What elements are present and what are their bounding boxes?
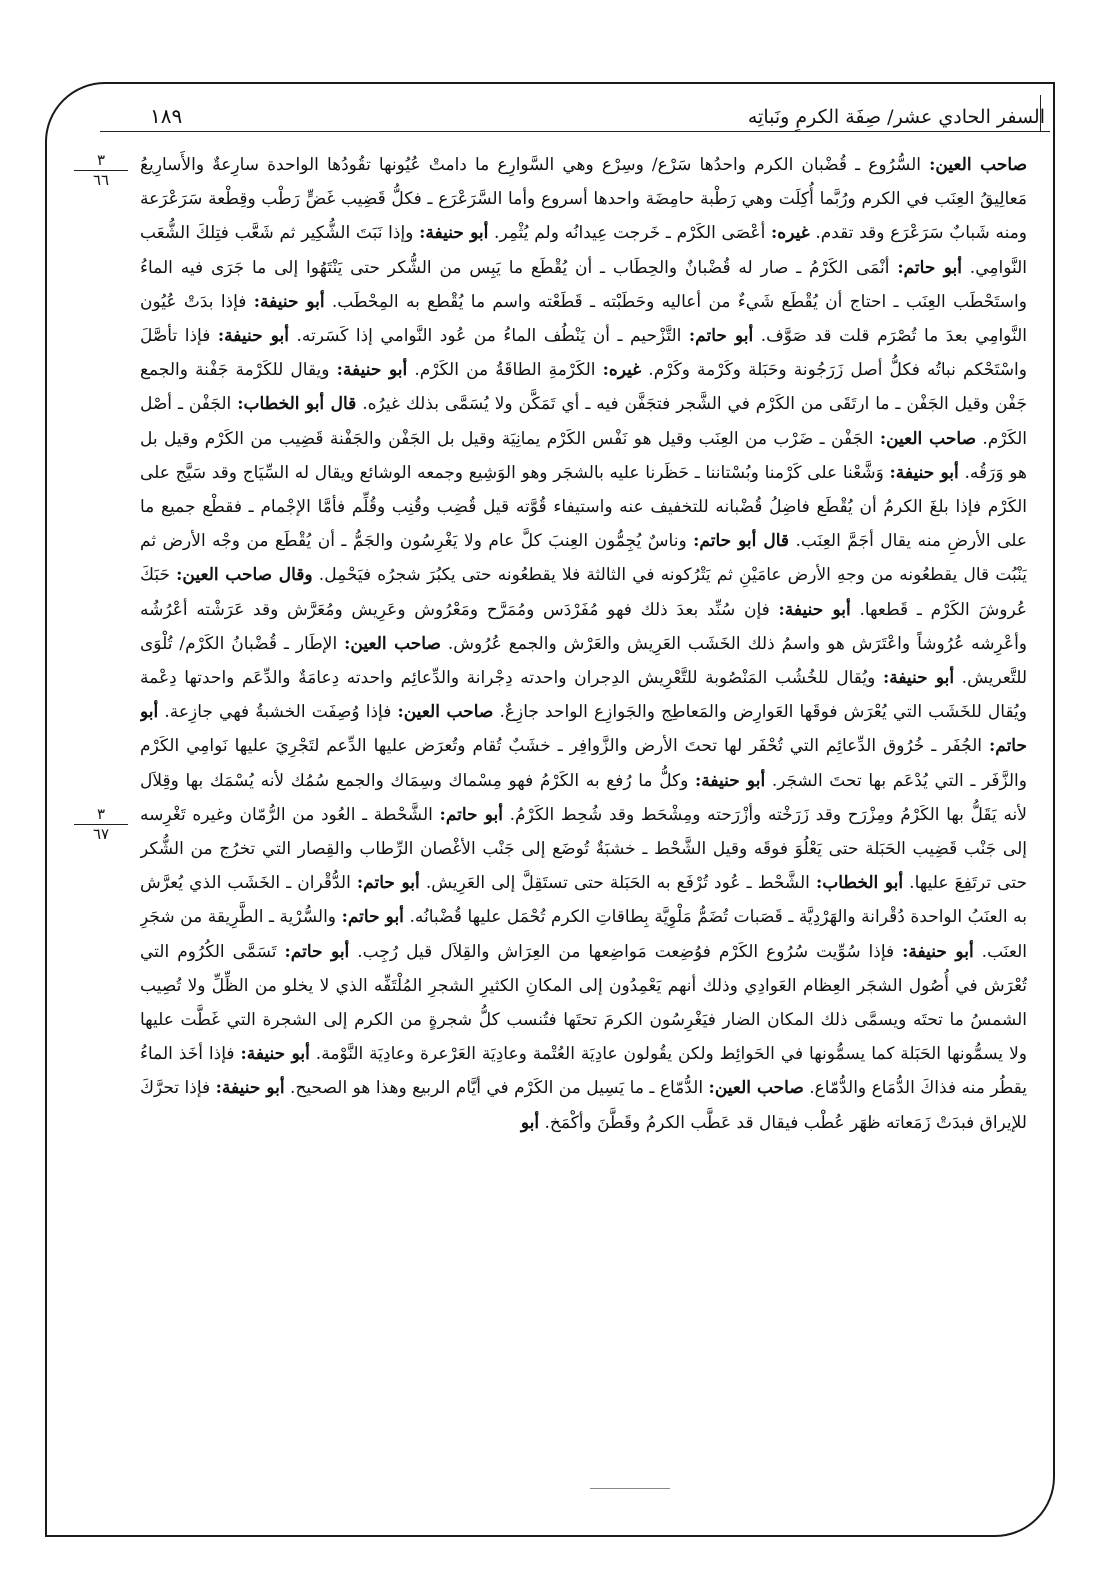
speaker-label: أبو حاتم:: [897, 257, 962, 278]
margin-reference-volume: ٣: [74, 806, 128, 825]
speaker-label: أبو حنيفة:: [217, 326, 289, 347]
speaker-label: أبو حنيفة:: [695, 770, 766, 791]
speaker-label: صاحب العين:: [397, 702, 494, 723]
segment-text: والسُّرْية ـ الطَّرِيقة من شجَرِ العنَب.: [140, 907, 1027, 962]
segment-text: الجُفَر ـ خُرُوق الدِّعائِم التي تُحْفَر لها تحتَ الأرض والزَّوافِر ـ خشَبٌ تُقام وتُعرَض عليها الدِّعم لتَجْرِيَ عليها نَوامِي الكَرْم والزَّفَر ـ التي يُدْعَم بها تحتَ الشجَر.: [140, 736, 1027, 791]
segment-text: الدُّقْران ـ الخَشَب الذي يُعرَّش به العنَبُ الواحدة دُقْرانة والهَرْدِيَّة ـ قَصَبات تُضَمُّ مَلْوِيَّة بِطاقاتِ الكرم تُحْمَل عليها قُضْبانُه.: [140, 873, 1027, 928]
speaker-label: أبو حنيفة:: [253, 291, 325, 312]
segment-text: الجَفْن ـ ضَرْب من العِنَب وقيل هو نَفْس الكَرْم يمانِيَة وقيل بل الجَفْن والجَفْنة قَضِيب من الكَرْم وقيل بل هو وَرَقُه.: [140, 428, 1027, 483]
speaker-label: صاحب العين:: [929, 155, 1027, 175]
speaker-label: أبو حاتم:: [140, 702, 1027, 757]
speaker-label: صاحب العين:: [879, 428, 977, 449]
segment-text: فإذا تأصَّلَ واسْتَحْكم نباتُه فكلُّ أصل زَرَجُونة وحَبَلة وكَرْمة وكَرْم.: [140, 326, 1027, 381]
speaker-label: قال أبو الخطاب:: [237, 394, 357, 415]
page-header: [130, 88, 1045, 128]
margin-reference-page: ٦٧: [92, 825, 110, 843]
margin-reference: [74, 152, 128, 189]
speaker-label: أبو حنيفة:: [882, 668, 955, 689]
segment-text: فإذا بدَتْ عُيُون النَّوامِي بعدَ ما تُصْرَم قلت قد صَوَّف.: [140, 291, 1027, 347]
main-text: [140, 148, 1027, 1438]
segment-text: فإذا تحرَّكَ للإيراق فبدَتْ زَمَعاته ظهَر عُطْب فيقال قد عَطَّب الكرمُ وقَطَّنَ وأكْمَخ.: [140, 1078, 1027, 1133]
speaker-label: أبو: [520, 1112, 540, 1133]
speaker-label: أبو الخطاب:: [815, 873, 904, 894]
segment-text: وَشَّعْنا على كَرْمنا وبُسْتاننا ـ حَظَرنا عليه بالشجَر وهو الوَشِيع وجمعه الوشائع ويقال له السِّيَاج وقد سَيَّج على الكَرْم فإذا بلغَ الكرمُ أن يُقْطَع فاضِلُ قُضْبانه للتخفيف عنه واستيفاء قُوَّته قيل قُضِب وقُنِب وقُلِّم فأمَّا الإجْمام ـ فقطْع جميع ما على الأرضِ منه يقال أجَمَّ العِنَب.: [140, 462, 1027, 552]
speaker-label: أبو حنيفة:: [336, 360, 408, 381]
page-number: ١٨٩: [150, 104, 183, 128]
speaker-label: صاحب العين:: [708, 1078, 804, 1099]
segment-text: أعْصَى الكَرْم ـ خَرجت عِيدانُه ولم يُثْمِر.: [488, 223, 772, 244]
segment-text: وناسٌ يُجِمُّون العِنبَ كلَّ عام ولا يَغْرِسُون والجَمُّ ـ أن يُقْطَع من وجْه الأرض ثم يَنْبُت قال يقطعُونه من وجهِ الأرض عامَيْنِ ثم يَتْرُكونه في الثالثة فلا يقطعُونه حتى يكبُرَ شجرُه فيَحْمِل.: [140, 531, 1027, 586]
bottom-mark: [590, 1488, 670, 1489]
segment-text: الإطَار ـ قُضْبانُ الكَرْم/ تُلْوَى للتَّعريش.: [140, 633, 1027, 689]
margin-reference-volume: ٣: [74, 152, 128, 171]
speaker-label: أبو حاتم:: [341, 907, 404, 928]
speaker-label: غيره:: [602, 360, 642, 381]
speaker-label: وقال صاحب العين:: [176, 565, 313, 586]
speaker-label: أبو حنيفة:: [778, 599, 851, 620]
segment-text: ويقال للكَرْمة جَفْنة والجمع جَفْن وقيل الجَفْن ـ ما ارتَقَى من الكَرْم في الشَّجر فتجَفَّن فيه ـ أي تَمَكَّن ولا يُسَمَّى بذلك غيرُه.: [140, 360, 1027, 415]
speaker-label: أبو حنيفة:: [240, 1044, 310, 1065]
speaker-label: أبو حاتم:: [356, 873, 420, 894]
segment-text: أنْمَى الكَرْمُ ـ صار له قُضْبانٌ والحِطَاب ـ أن يُقْطَع ما يَبِس من الشُّكر حتى يَنْتَهُوا إلى ما جَرَى فيه الماءُ واستَحْطَب العِنَب ـ احتاج أن يُقْطَع شَيءٌ من أعاليه وحَطَبْته ـ قَطَعْته واسم ما يُقْطع به المِحْطَب.: [140, 257, 1027, 312]
segment-text: فإذا سُوِّيت سُرُوع الكَرْم فوُضِعت مَواضِعها من العِرَاش والقِلاَل قيل رُجِب.: [349, 941, 903, 962]
segment-text: فإذا أخَذ الماءُ يقطُر منه فذاكَ الدُّمَاع والدُّمّاع.: [140, 1044, 1027, 1099]
margin-reference-page: ٦٦: [92, 171, 110, 189]
speaker-label: أبو حنيفة:: [902, 941, 974, 962]
segment-text: ويُقال للخُشُب المَنْصُوبة للتَّعْرِيش الدِجران واحدته دِجْرانة والدِّعائِم واحدته دِعامَةٌ والدِّعَم واحدتها دِعْمة ويُقال للخَشَب التي يُعْرَش فوقَها العَوارِض والمَعاطِج والجَوازِع الواحد جازِعٌ.: [140, 668, 1027, 723]
header-rule: [100, 131, 1050, 132]
segment-text: وإذا نَبَتَ الشُّكِير ثم شَعَّب فتِلكَ الشُّعَب النَّوامِي.: [140, 223, 1027, 278]
speaker-label: غيره:: [771, 223, 810, 244]
segment-text: الجَفْن ـ أصْل الكَرْم.: [140, 394, 1027, 449]
speaker-label: أبو حاتم:: [284, 941, 350, 962]
speaker-label: أبو حنيفة:: [419, 223, 489, 244]
segment-text: الكَرْمةِ الطاقَةُ من الكَرْم.: [407, 360, 603, 381]
segment-text: التَّزْحيم ـ أن يَنْطُف الماءُ من عُود النَّوامي إذا كَسَرته.: [288, 326, 689, 347]
segment-text: السُّرُوع ـ قُضْبان الكرم واحدُها سَرْع/ وسِرْع وهي السَّوارِع ما دامتْ عُيُونها تقُودُها الواحدة سارِعةٌ والأَسارِيعُ مَعالِيقُ العِنَب في الكرم ورُبَّما أُكِلَت وهي رَطْبة حامِضَة واحدها أسروع وأما السَّرَعْرَع ـ فكلُّ قَضِيب غَضٍّ رَطْب وقِطْعة سَرَعْرَعة ومنه شَبابٌ سَرَعْرَع وقد تقدم.: [140, 155, 1027, 244]
speaker-label: أبو حنيفة:: [215, 1078, 285, 1099]
segment-text: الشَّحْطة ـ العُود من الرُّمّان وغيره تَغْرِسه إلى جَنْب قَضِيب الحَبَلة حتى يَعْلُوَ فوقَه وقيل الشَّحْط ـ خشبَةٌ تُوضَع إلى جَنْب الأغْصان الرِّطاب والقِصار التي تخرُج من الشُّكر حتى ترتَفِعَ عليها.: [140, 804, 1027, 894]
segment-text: فإذا وُصِفَت الخشبةُ فهي جازِعة.: [158, 702, 398, 723]
running-title: السفر الحادي عشر/ صِفَة الكرمِ ونَباتِه: [747, 106, 1045, 128]
segment-text: تَسَمَّى الكُرُوم التي تُعْرَش في أُصُول الشجَر العِظام العَوادِي وذلك أنهم يَعْمِدُون إلى المكانِ الكثيرِ الشجرِ المُلْتَفِّه الذي لا يخلو من الظِّلِّ ولا تُصِيب الشمسُ ما تحتَه ويسمَّى ذلك المكان الضار فيَغْرِسُون الكرمَ تحتَها فتُنسب كلُّ شجرةٍ من الكرم إلى الشجرة التي غَطَّت عليها ولا يسمُّونها الحَبَلة كما يسمُّونها في الحَوائِط ولكن يقُولون عادِيَة العُتْمة وعادِيَة العَرْعرة وعادِيَة النَّوْمة.: [140, 941, 1027, 1065]
speaker-label: أبو حنيفة:: [889, 462, 959, 483]
segment-text: الشَّحْط ـ عُود تُرْفَع به الحَبَلة حتى تستَقِلَّ إلى العَرِيش.: [419, 873, 816, 894]
speaker-label: أبو حاتم:: [439, 804, 503, 825]
speaker-label: أبو حاتم:: [688, 326, 754, 347]
segment-text: الدُّمّاع ـ ما يَسِيل من الكَرْم في أيَّام الربيع وهذا هو الصحيح.: [284, 1078, 709, 1099]
body-paragraph: [140, 148, 1027, 1140]
header-corner-tick: [1040, 95, 1041, 131]
margin-reference: [74, 806, 128, 843]
speaker-label: قال أبو حاتم:: [693, 531, 790, 552]
segment-text: حَبَكَ عُروشَ الكَرْم ـ قَطعها.: [140, 565, 1027, 620]
segment-text: فإن سُنِّد بعدَ ذلك فهو مُفَرْدَس ومُمَرَّح ومَعْرُوش وعَرِيش ومُعَرَّش وقد عَرَشْته أعْرُشُه وأعْرِشه عُرُوشاً واعْتَرَش هو واسمُ ذلك الخَشَب العَرِيش والعَرْش والجمع عُرُوش.: [140, 599, 1027, 654]
segment-text: وكلُّ ما رُفع به الكَرْمُ فهو مِسْماك وسِمَاك والجمع سُمُك لأنه يُسْمَك بها وقِلاَل لأنه يَقَلُّ بها الكَرْمُ ومِزْرَح وقد زَرَخْته وأزْرَحته ومِشْحَط وقد شُحِط الكَرْمُ.: [140, 770, 1027, 825]
speaker-label: صاحب العين:: [344, 633, 441, 654]
